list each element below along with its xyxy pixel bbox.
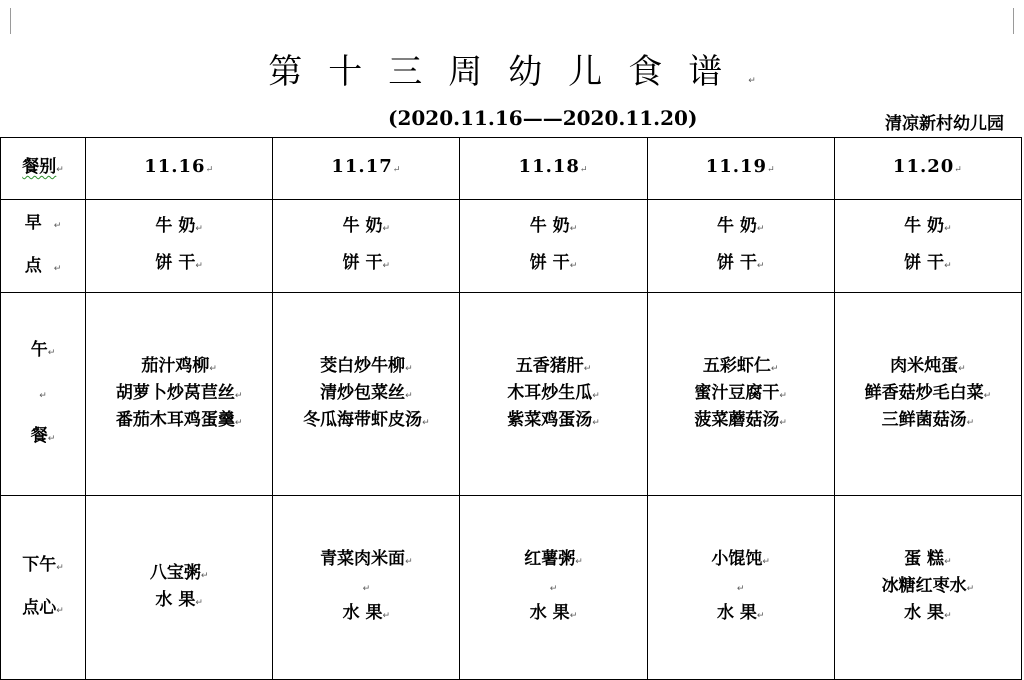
menu-item xyxy=(86,588,272,615)
menu-item xyxy=(460,574,646,601)
date-label: 11.19 xyxy=(705,156,768,177)
menu-item xyxy=(86,251,272,278)
menu-item xyxy=(835,354,1021,381)
menu-item-text: 饼 干 xyxy=(904,253,945,273)
paragraph-mark-icon: ↵ xyxy=(756,261,765,271)
paragraph-mark-icon: ↵ xyxy=(362,584,371,594)
menu-item xyxy=(273,408,459,435)
menu-item xyxy=(648,381,834,408)
label-line xyxy=(13,203,74,246)
paragraph-mark-icon: ↵ xyxy=(569,611,578,621)
paragraph-mark-icon: ↵ xyxy=(583,363,592,374)
lunch-day-5 xyxy=(834,293,1021,496)
paragraph-mark-icon: ↵ xyxy=(954,165,963,175)
menu-item-text: 茄汁鸡柳 xyxy=(141,355,210,376)
date-label: 11.17 xyxy=(331,156,393,177)
menu-item-text: 肉米炖蛋 xyxy=(890,355,959,376)
menu-item xyxy=(835,251,1021,278)
menu-item xyxy=(460,408,646,435)
breakfast-day-2 xyxy=(273,200,460,293)
paragraph-mark-icon: ↵ xyxy=(195,261,203,271)
label-text: 点 xyxy=(24,256,54,276)
menu-item-text: 茭白炒牛柳 xyxy=(320,355,406,376)
menu-item-text: 小馄饨 xyxy=(711,549,763,569)
snack-day-2 xyxy=(273,496,460,680)
date-header-5 xyxy=(834,138,1021,200)
menu-item-text: 三鲜菌菇汤 xyxy=(881,409,967,430)
paragraph-mark-icon: ↵ xyxy=(762,557,770,567)
menu-item-text: 五香猪肝 xyxy=(515,355,584,376)
lunch-label-cell xyxy=(1,293,86,496)
paragraph-mark-icon: ↵ xyxy=(405,363,413,374)
snack-row xyxy=(1,496,1022,680)
paragraph-mark-icon: ↵ xyxy=(382,261,391,271)
menu-item-text: 红薯粥 xyxy=(524,549,576,569)
paragraph-mark-icon: ↵ xyxy=(56,165,64,175)
label-text: 下午 xyxy=(22,554,57,575)
breakfast-row xyxy=(1,200,1022,293)
breakfast-label xyxy=(1,203,85,289)
paragraph-mark-icon: ↵ xyxy=(592,417,600,428)
page-title: 第十三周幼儿食谱↵ xyxy=(268,52,782,92)
paragraph-mark-icon: ↵ xyxy=(944,261,952,271)
menu-item-text: 饼 干 xyxy=(155,253,196,273)
date-range: (2020.11.16——2020.11.20) xyxy=(388,106,698,130)
paragraph-mark-icon: ↵ xyxy=(195,224,203,234)
menu-item-text: 牛 奶 xyxy=(716,216,757,236)
menu-item-text: 牛 奶 xyxy=(155,216,196,236)
snack-label xyxy=(1,545,85,631)
menu-item xyxy=(835,574,1021,601)
paragraph-mark-icon: ↵ xyxy=(569,261,578,271)
menu-item xyxy=(648,354,834,381)
breakfast-day-5 xyxy=(834,200,1021,293)
menu-item xyxy=(86,381,272,408)
menu-item-text: 牛 奶 xyxy=(529,216,570,236)
snack-label-cell xyxy=(1,496,86,680)
menu-item xyxy=(648,574,834,601)
date-label: 11.20 xyxy=(892,156,955,177)
menu-item xyxy=(460,601,646,628)
menu-item xyxy=(273,381,459,408)
paragraph-mark-icon: ↵ xyxy=(958,363,966,374)
paragraph-mark-icon: ↵ xyxy=(748,76,782,86)
menu-item-text: 饼 干 xyxy=(716,253,757,273)
lunch-day-1 xyxy=(86,293,273,496)
paragraph-mark-icon: ↵ xyxy=(983,390,992,401)
paragraph-mark-icon: ↵ xyxy=(592,390,600,401)
lunch-row xyxy=(1,293,1022,496)
paragraph-mark-icon: ↵ xyxy=(200,570,209,581)
paragraph-mark-icon: ↵ xyxy=(944,557,952,567)
menu-item xyxy=(460,381,646,408)
menu-item xyxy=(648,251,834,278)
paragraph-mark-icon: ↵ xyxy=(575,557,583,567)
paragraph-mark-icon: ↵ xyxy=(779,390,787,401)
paragraph-mark-icon: ↵ xyxy=(234,390,243,401)
paragraph-mark-icon: ↵ xyxy=(779,417,787,428)
paragraph-mark-icon: ↵ xyxy=(944,611,952,621)
menu-item xyxy=(835,408,1021,435)
label-text: 餐 xyxy=(30,425,48,446)
menu-item-text: 牛 奶 xyxy=(904,216,945,236)
paragraph-mark-icon: ↵ xyxy=(205,165,215,175)
menu-item xyxy=(273,601,459,628)
menu-item-text: 五彩虾仁 xyxy=(702,355,771,376)
paragraph-mark-icon: ↵ xyxy=(56,605,64,616)
paragraph-mark-icon: ↵ xyxy=(405,390,413,401)
menu-item-text: 牛 奶 xyxy=(342,216,383,236)
menu-item xyxy=(648,547,834,574)
menu-item xyxy=(86,561,272,588)
date-header-4 xyxy=(647,138,834,200)
menu-item xyxy=(460,354,646,381)
menu-item xyxy=(86,408,272,435)
menu-item-text: 水 果 xyxy=(529,603,570,623)
paragraph-mark-icon: ↵ xyxy=(966,584,975,594)
menu-item xyxy=(648,408,834,435)
paragraph-mark-icon: ↵ xyxy=(47,347,56,358)
paragraph-mark-icon: ↵ xyxy=(770,363,779,374)
paragraph-mark-icon: ↵ xyxy=(422,417,430,428)
menu-item-text: 八宝粥 xyxy=(149,562,201,583)
menu-item-text: 水 果 xyxy=(716,603,757,623)
menu-item-text: 蛋 糕 xyxy=(904,549,945,569)
paragraph-mark-icon: ↵ xyxy=(382,224,391,234)
paragraph-mark-icon: ↵ xyxy=(736,584,745,594)
paragraph-mark-icon: ↵ xyxy=(756,224,765,234)
menu-item-text: 番茄木耳鸡蛋羹 xyxy=(115,409,235,430)
menu-item xyxy=(835,547,1021,574)
menu-item xyxy=(273,214,459,241)
menu-item xyxy=(835,381,1021,408)
menu-item xyxy=(273,354,459,381)
paragraph-mark-icon: ↵ xyxy=(579,165,589,175)
label-text: 午 xyxy=(30,339,48,360)
label-line xyxy=(22,545,64,588)
menu-item xyxy=(460,547,646,574)
menu-item-text: 水 果 xyxy=(155,589,196,610)
menu-item-text: 饼 干 xyxy=(342,253,383,273)
page-corner-mark-right xyxy=(1013,8,1024,34)
label-line xyxy=(31,416,56,459)
meal-label: 餐别 xyxy=(22,157,57,177)
label-line xyxy=(31,330,56,373)
menu-table xyxy=(0,137,1022,680)
paragraph-mark-icon: ↵ xyxy=(382,611,391,621)
date-label: 11.18 xyxy=(518,156,580,177)
paragraph-mark-icon: ↵ xyxy=(53,264,74,274)
paragraph-mark-icon: ↵ xyxy=(944,224,952,234)
breakfast-day-4 xyxy=(647,200,834,293)
menu-item-text: 清炒包菜丝 xyxy=(320,382,406,403)
paragraph-mark-icon: ↵ xyxy=(209,363,217,374)
menu-item xyxy=(273,547,459,574)
meal-label-cell xyxy=(1,138,86,200)
label-line xyxy=(39,373,47,416)
paragraph-mark-icon: ↵ xyxy=(966,417,975,428)
date-header-3 xyxy=(460,138,647,200)
menu-item-text: 饼 干 xyxy=(529,253,570,273)
menu-item xyxy=(648,214,834,241)
paragraph-mark-icon: ↵ xyxy=(392,165,402,175)
menu-item-text: 鲜香菇炒毛白菜 xyxy=(864,382,984,403)
paragraph-mark-icon: ↵ xyxy=(56,562,64,573)
breakfast-day-3 xyxy=(460,200,647,293)
menu-item xyxy=(835,214,1021,241)
lunch-day-2 xyxy=(273,293,460,496)
menu-item-text: 冰糖红枣水 xyxy=(881,576,967,596)
menu-item-text: 木耳炒生瓜 xyxy=(507,382,593,403)
menu-item-text: 胡萝卜炒莴苣丝 xyxy=(115,382,235,403)
menu-item xyxy=(86,354,272,381)
menu-item-text: 紫菜鸡蛋汤 xyxy=(507,409,593,430)
menu-item xyxy=(273,251,459,278)
lunch-day-4 xyxy=(647,293,834,496)
date-header-2 xyxy=(273,138,460,200)
menu-item xyxy=(648,601,834,628)
label-text: 早 xyxy=(24,213,54,233)
menu-item xyxy=(86,214,272,241)
menu-item-text: 菠菜蘑菇汤 xyxy=(694,409,780,430)
paragraph-mark-icon: ↵ xyxy=(767,165,776,175)
date-label: 11.16 xyxy=(144,156,206,177)
menu-item xyxy=(460,251,646,278)
snack-day-5 xyxy=(834,496,1021,680)
menu-item-text: 蜜汁豆腐干 xyxy=(694,382,780,403)
page-corner-mark-left xyxy=(0,8,11,34)
school-name: 清凉新村幼儿园 xyxy=(885,114,1004,134)
menu-item xyxy=(273,574,459,601)
label-text: 点心 xyxy=(22,597,57,618)
snack-day-3 xyxy=(460,496,647,680)
menu-item xyxy=(460,214,646,241)
menu-item-text: 水 果 xyxy=(342,603,383,623)
breakfast-day-1 xyxy=(86,200,273,293)
paragraph-mark-icon: ↵ xyxy=(756,611,765,621)
paragraph-mark-icon: ↵ xyxy=(549,584,558,594)
snack-day-1 xyxy=(86,496,273,680)
menu-item-text: 水 果 xyxy=(904,603,945,623)
paragraph-mark-icon: ↵ xyxy=(39,390,47,401)
label-line xyxy=(22,588,64,631)
menu-item xyxy=(835,601,1021,628)
lunch-day-3 xyxy=(460,293,647,496)
paragraph-mark-icon: ↵ xyxy=(405,557,413,567)
paragraph-mark-icon: ↵ xyxy=(569,224,578,234)
breakfast-label-cell xyxy=(1,200,86,293)
date-header-1 xyxy=(86,138,273,200)
lunch-label xyxy=(1,330,85,459)
paragraph-mark-icon: ↵ xyxy=(195,597,203,608)
header-row xyxy=(1,138,1022,200)
menu-item-text: 青菜肉米面 xyxy=(320,549,406,569)
paragraph-mark-icon: ↵ xyxy=(234,417,243,428)
menu-item-text: 冬瓜海带虾皮汤 xyxy=(303,409,423,430)
paragraph-mark-icon: ↵ xyxy=(53,221,74,231)
label-line xyxy=(13,246,74,289)
snack-day-4 xyxy=(647,496,834,680)
paragraph-mark-icon: ↵ xyxy=(47,433,56,444)
